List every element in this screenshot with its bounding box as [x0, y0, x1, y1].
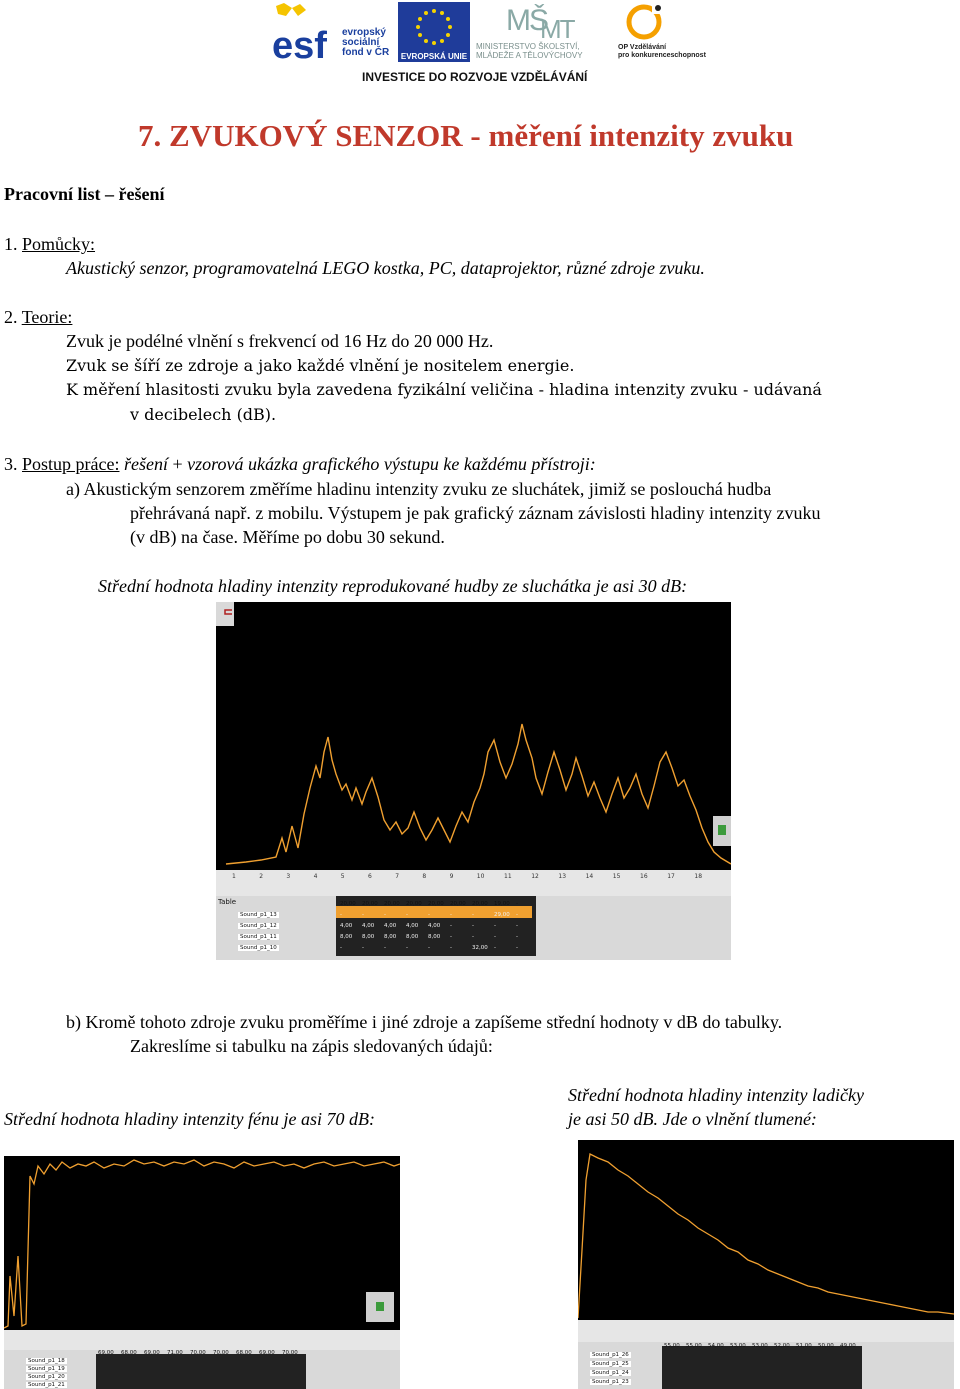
table-header-value: -: [516, 901, 518, 907]
esf-text: evropský sociální fond v ČR: [342, 27, 390, 58]
fork-table-grid: [662, 1346, 862, 1389]
table-header-value: 49,00: [840, 1343, 856, 1349]
caption-music: Střední hodnota hladiny intenzity reprodukované hudby ze sluchátka je asi 30 dB:: [98, 576, 688, 596]
x-axis-ticks: [216, 870, 731, 896]
msmt-logo: [476, 0, 606, 62]
table-cell: -: [516, 923, 518, 929]
table-cell: 32,00: [472, 945, 488, 951]
data-table: [216, 896, 731, 960]
table-header-value: 20,00: [340, 901, 356, 907]
eu-caption: EVROPSKÁ UNIE: [398, 52, 470, 62]
table-cell: -: [472, 923, 474, 929]
table-header-value: 55,00: [664, 1343, 680, 1349]
table-row-name[interactable]: Sound_p1_11: [240, 934, 277, 940]
x-tick-label: 8: [422, 873, 427, 880]
msmt-mark-icon: [476, 0, 606, 40]
table-cell: -: [494, 934, 496, 940]
x-tick-label: 15: [612, 873, 621, 880]
table-cell: -: [450, 912, 452, 918]
step-a-line-3: (v dB) na čase. Měříme po dobu 30 sekund.: [130, 527, 445, 547]
table-cell: -: [450, 923, 452, 929]
table-cell: 8,00: [340, 934, 353, 940]
table-header-value: 55,00: [686, 1343, 702, 1349]
table-cell: -: [340, 912, 342, 918]
x-tick-label: 11: [504, 873, 512, 880]
svg-text:MT: MT: [540, 14, 574, 40]
section-3-heading: 3. Postup práce: řešení + vzorová ukázka grafického výstupu ke každému přístroji:: [4, 454, 596, 474]
theory-line-2: Zvuk se šíří ze zdroje a jako každé vlnění je nositelem energie.: [66, 356, 575, 375]
table-row-name[interactable]: Sound_p1_10: [240, 945, 277, 951]
x-tick-label: 17: [667, 873, 675, 880]
table-header-value: 71,00: [167, 1350, 183, 1356]
table-row-name[interactable]: Sound_p1_19: [28, 1366, 65, 1372]
table-cell: -: [472, 912, 474, 918]
x-tick-label: 16: [640, 873, 648, 880]
table-cell: 4,00: [362, 923, 375, 929]
esf-logo: [270, 2, 390, 62]
fork-table: [578, 1342, 954, 1389]
svg-text:MŠ: MŠ: [506, 4, 547, 37]
table-cell: 8,00: [384, 934, 397, 940]
section-1-heading: 1. Pomůcky:: [4, 234, 96, 254]
table-cell: -: [494, 923, 496, 929]
step-b-line-2: Zakreslíme si tabulku na zápis sledovaných údajů:: [130, 1036, 493, 1056]
step-a-line-1: a) Akustickým senzorem změříme hladinu intenzity zvuku ze sluchátek, jimiž se poslouchá hudba: [66, 479, 772, 499]
table-cell: -: [472, 934, 474, 940]
op-text: OP Vzdělávání pro konkurenceschopnost: [618, 44, 706, 59]
table-cell: -: [428, 912, 430, 918]
table-header-value: 53,00: [730, 1343, 746, 1349]
table-cell: -: [384, 945, 386, 951]
table-header-value: 70,00: [190, 1350, 206, 1356]
worksheet-subtitle: Pracovní list – řešení: [4, 184, 165, 204]
table-cell: -: [428, 945, 430, 951]
table-cell: 4,00: [428, 923, 441, 929]
section-2-heading: 2. Teorie:: [4, 307, 73, 327]
section-1-text: Akustický senzor, programovatelná LEGO kostka, PC, dataprojektor, různé zdroje zvuku.: [66, 258, 705, 278]
x-tick-label: 4: [313, 873, 318, 880]
caption-fen: Střední hodnota hladiny intenzity fénu je asi 70 dB:: [4, 1109, 375, 1129]
table-cell: -: [406, 945, 408, 951]
theory-line-3: K měření hlasitosti zvuku byla zavedena fyzikální veličina - hladina intenzity zvuku - udávaná: [66, 380, 822, 399]
table-cell: -: [516, 912, 518, 918]
fen-table-grid: [96, 1354, 306, 1389]
table-row-name[interactable]: Sound_p1_23: [592, 1379, 629, 1385]
op-mark-icon: [618, 2, 678, 42]
section-1-title: Pomůcky:: [22, 234, 96, 254]
table-cell: 29,00: [494, 912, 510, 918]
music-trace: [216, 602, 731, 870]
table-cell: -: [340, 945, 342, 951]
table-header-value: 20,00: [384, 901, 400, 907]
eu-flag-icon: [398, 2, 470, 52]
step-b-line-1: b) Kromě tohoto zdroje zvuku proměříme i jiné zdroje a zapíšeme střední hodnoty v dB do tabulky.: [66, 1012, 783, 1032]
table-cell: 8,00: [362, 934, 375, 940]
fen-sound-level-line: [4, 1160, 400, 1328]
music-graph: [216, 602, 731, 870]
msmt-text: MINISTERSTVO ŠKOLSTVÍ, MLÁDEŽE A TĚLOVÝCHOVY: [476, 42, 583, 60]
table-header-value: 20,00: [450, 901, 466, 907]
table-header-value: 20,00: [406, 901, 422, 907]
fen-table: [4, 1350, 400, 1389]
table-header-value: 69,00: [144, 1350, 160, 1356]
table-header-value: 70,00: [282, 1350, 298, 1356]
x-tick-label: 10: [476, 873, 485, 880]
table-row-name[interactable]: Sound_p1_20: [28, 1374, 65, 1380]
tagline: INVESTICE DO ROZVOJE VZDĚLÁVÁNÍ: [362, 70, 588, 84]
section-3-title: Postup práce:: [22, 454, 120, 474]
x-tick-label: 1: [232, 873, 236, 880]
music-measurement-screenshot: [216, 602, 731, 960]
fork-trace: [578, 1140, 954, 1320]
table-cell: 4,00: [406, 923, 419, 929]
table-header-value: 20,00: [472, 901, 488, 907]
op-logo: [618, 2, 706, 62]
table-cell: -: [494, 945, 496, 951]
table-cell: -: [406, 912, 408, 918]
fen-x-axis: [4, 1330, 400, 1350]
table-cell: -: [450, 945, 452, 951]
table-cell: -: [362, 912, 364, 918]
table-header-value: 68,00: [236, 1350, 252, 1356]
table-header-value: 70,00: [213, 1350, 229, 1356]
table-cell: -: [516, 945, 518, 951]
table-header-value: 69,00: [98, 1350, 114, 1356]
table-cell: -: [384, 912, 386, 918]
table-cell: -: [362, 945, 364, 951]
x-tick-label: 18: [694, 873, 703, 880]
table-header-value: 50,00: [818, 1343, 834, 1349]
table-header-value: 69,00: [259, 1350, 275, 1356]
caption-fork-line-2: je asi 50 dB. Jde o vlnění tlumené:: [568, 1109, 817, 1129]
fen-zoom-icon: [376, 1302, 384, 1311]
x-tick-label: 9: [449, 873, 454, 880]
table-cell: -: [516, 934, 518, 940]
fen-graph: [4, 1156, 400, 1330]
zoom-controls[interactable]: [713, 816, 731, 846]
fork-x-axis: [578, 1320, 954, 1342]
table-row-name[interactable]: Sound_p1_13: [240, 912, 277, 918]
caption-fork-line-1: Střední hodnota hladiny intenzity ladičky: [568, 1085, 864, 1105]
zoom-icon: [718, 825, 726, 835]
step-a-line-2: přehrávaná např. z mobilu. Výstupem je pak grafický záznam závislosti hladiny intenzity zvuku: [130, 503, 821, 523]
x-tick-label: 2: [259, 873, 264, 880]
theory-line-1: Zvuk je podélné vlnění s frekvencí od 16 Hz do 20 000 Hz.: [66, 331, 494, 351]
table-cell: 4,00: [340, 923, 353, 929]
fork-sound-level-line: [578, 1154, 954, 1318]
eu-logo: [398, 2, 470, 62]
x-tick-label: 5: [340, 873, 345, 880]
fen-trace: [4, 1156, 400, 1330]
x-tick-label: 6: [368, 873, 372, 880]
table-row-name[interactable]: Sound_p1_25: [592, 1361, 629, 1367]
table-header-value: 20,00: [428, 901, 444, 907]
table-cell: 4,00: [384, 923, 397, 929]
table-header-value: 19,00: [494, 901, 510, 907]
table-header-value: 54,00: [708, 1343, 724, 1349]
table-header-value: 52,00: [774, 1343, 790, 1349]
fen-zoom-controls[interactable]: [366, 1292, 394, 1322]
document-title: 7. ZVUKOVÝ SENZOR - měření intenzity zvuku: [138, 118, 794, 153]
x-tick-label: 14: [585, 873, 594, 880]
fen-measurement-screenshot: [4, 1156, 400, 1389]
theory-line-4: v decibelech (dB).: [130, 405, 277, 424]
table-row-name[interactable]: Sound_p1_18: [28, 1358, 65, 1364]
x-tick-label: 12: [531, 873, 539, 880]
fork-graph: [578, 1140, 954, 1320]
table-header-value: 53,00: [752, 1343, 768, 1349]
svg-text:esf: esf: [272, 25, 327, 62]
table-header-value: 20,00: [362, 901, 378, 907]
x-tick-label: 13: [558, 873, 567, 880]
table-cell: 8,00: [406, 934, 419, 940]
logo-bar: [268, 0, 706, 88]
table-header-value: 51,00: [796, 1343, 812, 1349]
sound-level-line: [226, 724, 731, 864]
table-cell: 8,00: [428, 934, 441, 940]
table-row-name[interactable]: Sound_p1_26: [592, 1352, 629, 1358]
table-title: Table: [218, 898, 237, 906]
table-row-name[interactable]: Sound_p1_21: [28, 1382, 65, 1388]
section-2-title: Teorie:: [21, 307, 73, 327]
table-header-value: 68,00: [121, 1350, 137, 1356]
x-tick-label: 7: [395, 873, 400, 880]
table-row-name[interactable]: Sound_p1_12: [240, 923, 277, 929]
table-row-name[interactable]: Sound_p1_24: [592, 1370, 629, 1376]
x-tick-label: 3: [286, 873, 291, 880]
table-cell: -: [450, 934, 452, 940]
fork-measurement-screenshot: [578, 1140, 954, 1389]
